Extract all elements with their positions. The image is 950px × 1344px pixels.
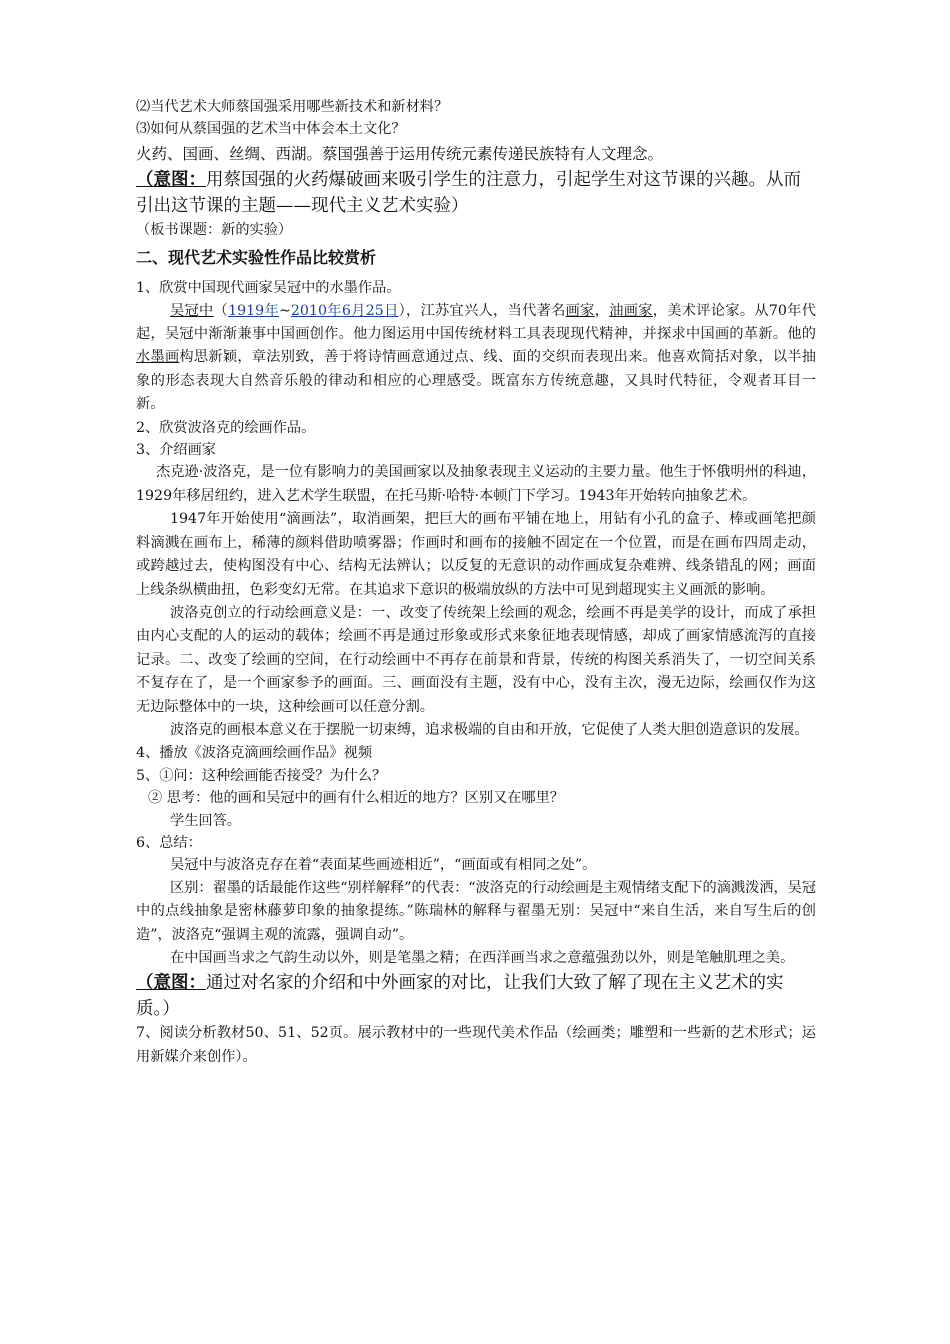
- pollock-paragraph-1: 杰克逊·波洛克，是一位有影响力的美国画家以及抽象表现主义运动的主要力量。他生于怀俄明州的科迪，1929年移居纽约，进入艺术学生联盟，在托马斯·哈特·本顿门下学习。1943年开始转向抽象艺术。: [136, 464, 816, 504]
- bio-text: ），江苏宜兴人，当代著名: [398, 302, 566, 319]
- item-3: 3、介绍画家: [136, 442, 216, 459]
- item-4: 4、播放《波洛克滴画绘画作品》视频: [136, 745, 373, 762]
- ink-painting-link[interactable]: 水墨画: [136, 349, 180, 366]
- intent-paragraph-2: [136, 970, 816, 1022]
- item-1: 1、欣赏中国现代画家吴冠中的水墨作品。: [136, 280, 401, 297]
- oil-painter-link[interactable]: 油画家: [609, 302, 653, 319]
- intent-text: 用蔡国强的火药爆破画来吸引学生的注意力，引起学生对这节课的兴趣。从而引出这节课的主题——现代主义艺术实验）: [136, 169, 801, 216]
- pollock-paragraph-3: 波洛克创立的行动绘画意义是：一、改变了传统架上绘画的观念，绘画不再是美学的设计，而成了承担由内心支配的人的运动的载体；绘画不再是通过形象或形式来象征地表现情感，却成了画家情感流泻的直接记录。二、改变了绘画的空间，在行动绘画中不再存在前景和背景，传统的构图关系消失了，一切空间关系不复存在了，是一个画家参予的画面。三、画面没有主题，没有中心，没有主次，漫无边际，绘画仅作为这无边际整体中的一块，这种绘画可以任意分割。: [136, 604, 816, 715]
- question-2: ⑵当代艺术大师蔡国强采用哪些新技术和新材料？: [136, 99, 449, 115]
- item-5-think: ② 思考：他的画和吴冠中的画有什么相近的地方？区别又在哪里？: [148, 790, 564, 807]
- painter-link[interactable]: 画家: [565, 302, 595, 319]
- document-page: [136, 96, 816, 1069]
- pollock-paragraph-2: 1947年开始使用“滴画法”，取消画架，把巨大的画布平铺在地上，用钻有小孔的盒子、棒或画笔把颜料滴溅在画布上，稀薄的颜料借助喷雾器；作画时和画布的接触不固定在一个位置，而是在画布四周走动，或跨越过去，使构图没有中心、结构无法辨认；以反复的无意识的动作画成复杂难辨、线条错乱的网；画面上线条纵横曲扭，色彩变幻无常。在其追求下意识的极端放纵的方法中可见到超现实主义画派的影响。: [136, 511, 816, 598]
- summary-3: 在中国画当求之气韵生动以外，则是笔墨之精；在西洋画当求之意蕴强劲以外，则是笔触肌理之美。: [170, 950, 795, 966]
- tilde-text: ~: [279, 302, 291, 319]
- birth-year-link[interactable]: 1919年: [228, 302, 280, 319]
- bio-text-2: ，美术评论家。从70年代起，吴冠中渐渐兼事中国画创作。他力图运用中国传统材料工具表现现代精神，并探求中国画的革新。他的: [136, 302, 816, 343]
- item-6: 6、总结：: [136, 834, 202, 851]
- bracket-text: （: [213, 302, 229, 319]
- item-2: 2、欣赏波洛克的绘画作品。: [136, 419, 316, 436]
- summary-1: 吴冠中与波洛克存在着“表面某些画迹相近”，“画面或有相同之处”。: [170, 857, 597, 874]
- answer-line: 火药、国画、丝绸、西湖。蔡国强善于运用传统元素传递民族特有人文理念。: [136, 144, 664, 163]
- comma-text: ，: [594, 302, 610, 319]
- summary-2: 区别：翟墨的话最能作这些“别样解释”的代表：“波洛克的行动绘画是主观情绪支配下的滴溅泼洒，吴冠中的点线抽象是密林藤萝印象的抽象提练。”陈瑞林的解释与翟墨无别：吴冠中“来自生活，来自写生后的创造”，波洛克“强调主观的流露，强调自动”。: [136, 879, 817, 943]
- section-heading: 二、现代艺术实验性作品比较赏析: [136, 248, 377, 268]
- death-date-link[interactable]: 2010年6月25日: [290, 302, 399, 319]
- wu-guanzhong-paragraph: [136, 300, 816, 417]
- intent-label: （意图：: [136, 169, 206, 190]
- pollock-paragraph-4: 波洛克的画根本意义在于摆脱一切束缚，追求极端的自由和开放，它促使了人类大胆创造意识的发展。: [170, 721, 809, 738]
- wu-name-link[interactable]: 吴冠中: [170, 302, 214, 319]
- question-3: ⑶如何从蔡国强的艺术当中体会本土文化？: [136, 121, 406, 138]
- intent-paragraph-1: [136, 167, 816, 219]
- board-title: （板书课题：新的实验）: [136, 221, 293, 238]
- intent-text-2: 通过对名家的介绍和中外画家的对比，让我们大致了解了现在主义艺术的实质。）: [136, 973, 784, 1020]
- item-7: 7、阅读分析教材50、51、52页。展示教材中的一些现代美术作品（绘画类；雕塑和一些新的艺术形式；运用新媒介来创作）。: [136, 1025, 816, 1065]
- item-5-answer: 学生回答。: [170, 812, 241, 829]
- item-5-question: 5、①问：这种绘画能否接受？为什么？: [136, 767, 387, 784]
- bio-text-3: 构思新颖，章法别致，善于将诗情画意通过点、线、面的交织而表现出来。他喜欢简括对象，以半抽象的形态表现大自然音乐般的律动和相应的心理感受。既富东方传统意趣，又具时代特征，令观者耳目一新。: [136, 349, 816, 413]
- intent-label-2: （意图：: [136, 973, 206, 994]
